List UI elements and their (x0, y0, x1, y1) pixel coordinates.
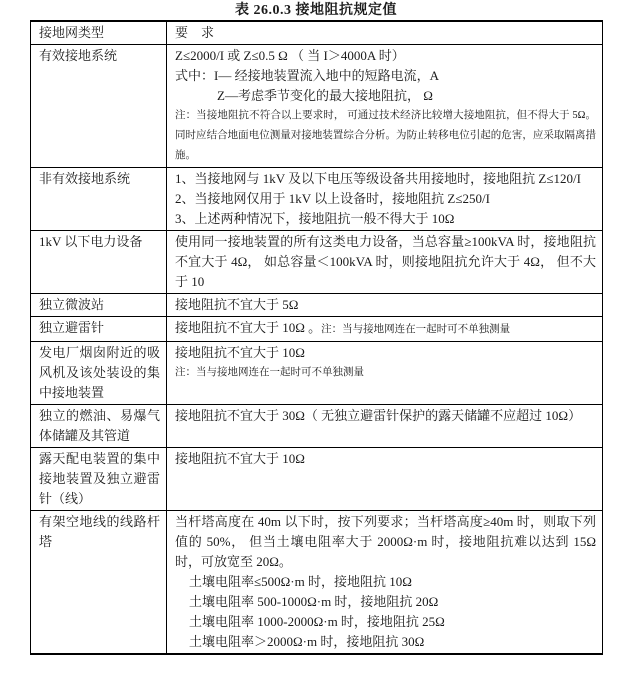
grounding-type-cell: 有架空地线的线路杆塔 (31, 511, 167, 655)
requirement-line: 土壤电阻率 1000-2000Ω·m 时，接地阻抗 25Ω (189, 614, 445, 629)
row-non-effective-grounding-system (31, 168, 603, 231)
requirement-text: 接地阻抗不宜大于 10Ω 。 (175, 320, 322, 335)
requirement-line: Z—考虑季节变化的最大接地阻抗， Ω (217, 88, 433, 103)
grounding-type-cell: 独立微波站 (31, 294, 167, 317)
row-effective-grounding-system (31, 45, 603, 168)
row-independent-microwave-station (31, 294, 603, 317)
requirement-cell (167, 317, 603, 342)
requirement-line (175, 318, 596, 340)
grounding-type-cell: 1kV 以下电力设备 (31, 231, 167, 294)
row-below-1kv-equipment (31, 231, 603, 294)
header-row (31, 21, 603, 45)
requirement-note: 注：当与接地网连在一起时可不单独测量 (175, 367, 364, 378)
grounding-type-cell: 非有效接地系统 (31, 168, 167, 231)
requirement-line: 土壤电阻率 500-1000Ω·m 时，接地阻抗 20Ω (189, 594, 439, 609)
row-independent-lightning-rod (31, 317, 603, 342)
grounding-type-cell: 露天配电装置的集中接地装置及独立避雷针（线） (31, 448, 167, 511)
requirement-line: 土壤电阻率≤500Ω·m 时，接地阻抗 10Ω (189, 574, 412, 589)
header-grounding-type-cell: 接地网类型 (31, 21, 167, 45)
requirement-cell (167, 448, 603, 511)
requirement-cell (167, 405, 603, 448)
row-outdoor-distribution-device (31, 448, 603, 511)
requirement-line: 当杆塔高度在 40m 以下时，按下列要求；当杆塔高度≥40m 时，则取下列值的 50%， 但当土壤电阻率大于 2000Ω·m 时，接地阻抗难以达到 15Ω 时，可放宽至 20Ω。 (175, 514, 596, 569)
row-power-plant-chimney-fan (31, 342, 603, 405)
requirement-line: 式中：I— 经接地装置流入地中的短路电流，A (175, 68, 439, 83)
grounding-type-cell: 有效接地系统 (31, 45, 167, 168)
requirement-cell (167, 45, 603, 168)
grounding-type-cell: 发电厂烟囱附近的吸风机及该处装设的集中接地装置 (31, 342, 167, 405)
requirement-line: 使用同一接地装置的所有这类电力设备，当总容量≥100kVA 时，接地阻抗不宜大于 4Ω， 如总容量＜100kVA 时，则接地阻抗允许大于 4Ω， 但不大于 10 (175, 234, 596, 289)
requirement-cell (167, 231, 603, 294)
requirement-note: 注：当与接地网连在一起时可不单独测量 (321, 324, 511, 335)
requirement-line: 接地阻抗不宜大于 10Ω (175, 451, 305, 466)
row-fuel-explosive-gas-tanks (31, 405, 603, 448)
row-overhead-ground-wire-tower (31, 511, 603, 655)
grounding-type-cell: 独立的燃油、易爆气体储罐及其管道 (31, 405, 167, 448)
requirement-line: 接地阻抗不宜大于 5Ω (175, 297, 299, 312)
requirement-line: 接地阻抗不宜大于 10Ω (175, 345, 305, 360)
grounding-impedance-table (30, 20, 603, 655)
requirement-line: 2、当接地网仅用于 1kV 以上设备时，接地阻抗 Z≤250/I (175, 191, 490, 206)
requirement-cell (167, 294, 603, 317)
header-requirement-cell: 要 求 (167, 21, 603, 45)
requirement-line: Z≤2000/I 或 Z≤0.5 Ω （ 当 I＞4000A 时） (175, 48, 405, 63)
requirement-cell (167, 511, 603, 655)
requirement-line: 3、上述两种情况下，接地阻抗一般不得大于 10Ω (175, 211, 455, 226)
requirement-line: 1、当接地网与 1kV 及以下电压等级设备共用接地时，接地阻抗 Z≤120/I (175, 171, 581, 186)
requirement-line: 土壤电阻率＞2000Ω·m 时，接地阻抗 30Ω (189, 634, 425, 649)
grounding-type-cell: 独立避雷针 (31, 317, 167, 342)
requirement-cell (167, 342, 603, 405)
requirement-note: 注：当接地阻抗不符合以上要求时， 可通过技术经济比较增大接地阻抗，但不得大于 5Ω。同时应结合地面电位测量对接地装置综合分析。为防止转移电位引起的危害，应采取隔离措施。 (175, 110, 596, 161)
requirement-cell (167, 168, 603, 231)
requirement-line: 接地阻抗不宜大于 30Ω（ 无独立避雷针保护的露天储罐不应超过 10Ω） (175, 408, 582, 423)
table-title: 表 26.0.3 接地阻抗规定值 (235, 3, 397, 18)
document-page (0, 2, 622, 655)
